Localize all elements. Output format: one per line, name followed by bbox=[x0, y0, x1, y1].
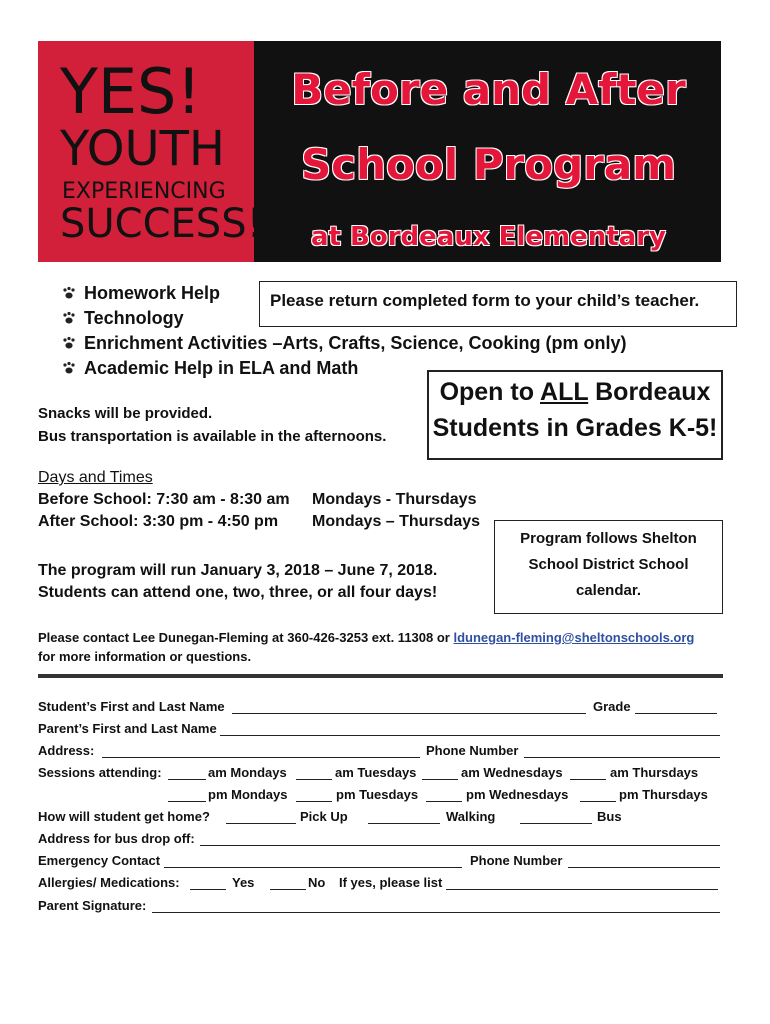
attendance-note: Students can attend one, two, three, or all four days! bbox=[38, 584, 438, 601]
bus-label: Bus bbox=[597, 809, 622, 824]
program-logo bbox=[38, 41, 263, 262]
address-field[interactable] bbox=[102, 757, 420, 758]
emergency-phone-label: Phone Number bbox=[470, 853, 563, 868]
contact-text: Please contact Lee Dunegan-Fleming at 360-426-3253 ext. 11308 or bbox=[38, 630, 454, 645]
contact-line-2: for more information or questions. bbox=[38, 649, 252, 664]
pm-mondays-checkbox[interactable] bbox=[168, 801, 206, 802]
emergency-contact-field[interactable] bbox=[164, 867, 462, 868]
bus-address-label: Address for bus drop off: bbox=[38, 831, 195, 846]
contact-email-link[interactable]: ldunegan-fleming@sheltonschools.org bbox=[453, 630, 695, 645]
before-school-days: Mondays - Thursdays bbox=[312, 491, 477, 508]
section-divider bbox=[38, 674, 723, 678]
page-title-line-1: Before and After bbox=[291, 65, 686, 114]
paw-print-icon bbox=[62, 286, 76, 300]
pick-up-label: Pick Up bbox=[300, 809, 348, 824]
pm-tuesdays-label: pm Tuesdays bbox=[336, 787, 419, 802]
before-school-time: Before School: 7:30 am - 8:30 am bbox=[38, 491, 290, 508]
phone-label: Phone Number bbox=[426, 743, 519, 758]
allergies-no-checkbox[interactable] bbox=[270, 889, 306, 890]
after-school-time: After School: 3:30 pm - 4:50 pm bbox=[38, 513, 279, 530]
paw-print-icon bbox=[62, 361, 76, 375]
pm-tuesdays-checkbox[interactable] bbox=[296, 801, 332, 802]
how-home-label: How will student get home? bbox=[38, 809, 210, 824]
contact-line bbox=[38, 630, 694, 645]
allergies-yes-label: Yes bbox=[232, 875, 255, 890]
logo-success-text: SUCCESS! bbox=[60, 201, 263, 247]
am-wednesdays-checkbox[interactable] bbox=[422, 779, 458, 780]
bullet-text: Homework Help bbox=[84, 283, 221, 303]
address-label: Address: bbox=[38, 743, 95, 758]
eligibility-prefix: Open to bbox=[439, 378, 541, 406]
grade-label: Grade bbox=[593, 699, 631, 714]
bullet-text: Enrichment Activities –Arts, Crafts, Science, Cooking (pm only) bbox=[84, 333, 627, 353]
grade-field[interactable] bbox=[635, 713, 717, 714]
pm-mondays-label: pm Mondays bbox=[208, 787, 288, 802]
am-mondays-checkbox[interactable] bbox=[168, 779, 206, 780]
allergies-label: Allergies/ Medications: bbox=[38, 875, 180, 890]
emergency-contact-label: Emergency Contact bbox=[38, 853, 161, 868]
parent-name-field[interactable] bbox=[220, 735, 720, 736]
walking-checkbox[interactable] bbox=[368, 823, 440, 824]
bullet-text: Technology bbox=[84, 308, 184, 328]
bus-address-field[interactable] bbox=[200, 845, 720, 846]
page-subtitle-location: at Bordeaux Elementary bbox=[311, 222, 666, 252]
allergies-list-label: If yes, please list bbox=[339, 875, 443, 890]
eligibility-line-2: Students in Grades K-5! bbox=[432, 414, 718, 442]
am-tuesdays-label: am Tuesdays bbox=[335, 765, 417, 780]
program-dates: The program will run January 3, 2018 – June 7, 2018. bbox=[38, 562, 438, 579]
bullet-item bbox=[62, 308, 184, 329]
eligibility-box bbox=[427, 370, 723, 460]
calendar-note-box bbox=[494, 520, 723, 614]
paw-print-icon bbox=[62, 336, 76, 350]
bullet-item bbox=[62, 333, 626, 354]
am-wednesdays-label: am Wednesdays bbox=[461, 765, 563, 780]
pm-thursdays-label: pm Thursdays bbox=[619, 787, 708, 802]
student-name-field[interactable] bbox=[232, 713, 586, 714]
eligibility-suffix: Bordeaux bbox=[588, 378, 711, 406]
schedule-heading: Days and Times bbox=[38, 469, 153, 486]
logo-youth-text: YOUTH bbox=[60, 121, 226, 177]
allergies-no-label: No bbox=[308, 875, 326, 890]
emergency-phone-field[interactable] bbox=[568, 867, 720, 868]
calendar-note-line-2: School District School bbox=[528, 556, 689, 573]
page-title-line-2: School Program bbox=[300, 140, 676, 189]
parent-name-label: Parent’s First and Last Name bbox=[38, 721, 217, 736]
pm-thursdays-checkbox[interactable] bbox=[580, 801, 616, 802]
eligibility-line-1 bbox=[429, 378, 721, 407]
am-thursdays-label: am Thursdays bbox=[610, 765, 699, 780]
signature-label: Parent Signature: bbox=[38, 898, 147, 913]
student-name-label: Student’s First and Last Name bbox=[38, 699, 225, 714]
calendar-note-line-3: calendar. bbox=[575, 582, 642, 599]
eligibility-all: ALL bbox=[540, 378, 589, 406]
allergies-list-field[interactable] bbox=[446, 889, 718, 890]
logo-yes-text: YES! bbox=[60, 55, 202, 128]
signature-field[interactable] bbox=[152, 912, 720, 913]
bullet-item bbox=[62, 283, 220, 304]
walking-label: Walking bbox=[446, 809, 496, 824]
phone-field[interactable] bbox=[524, 757, 720, 758]
return-form-note bbox=[259, 281, 737, 327]
pm-wednesdays-label: pm Wednesdays bbox=[466, 787, 569, 802]
return-form-text: Please return completed form to your child’s teacher. bbox=[270, 291, 700, 310]
am-tuesdays-checkbox[interactable] bbox=[296, 779, 332, 780]
pm-wednesdays-checkbox[interactable] bbox=[426, 801, 462, 802]
am-thursdays-checkbox[interactable] bbox=[570, 779, 606, 780]
snacks-note: Snacks will be provided. bbox=[38, 405, 213, 422]
calendar-note-line-1: Program follows Shelton bbox=[520, 530, 697, 547]
bullet-item bbox=[62, 358, 358, 379]
bus-note: Bus transportation is available in the afternoons. bbox=[38, 428, 387, 445]
logo-experiencing-text: EXPERIENCING bbox=[62, 179, 226, 204]
bus-checkbox[interactable] bbox=[520, 823, 592, 824]
pick-up-checkbox[interactable] bbox=[226, 823, 296, 824]
paw-print-icon bbox=[62, 311, 76, 325]
allergies-yes-checkbox[interactable] bbox=[190, 889, 226, 890]
sessions-label: Sessions attending: bbox=[38, 765, 162, 780]
after-school-days: Mondays – Thursdays bbox=[312, 513, 481, 530]
am-mondays-label: am Mondays bbox=[208, 765, 287, 780]
bullet-text: Academic Help in ELA and Math bbox=[84, 358, 359, 378]
